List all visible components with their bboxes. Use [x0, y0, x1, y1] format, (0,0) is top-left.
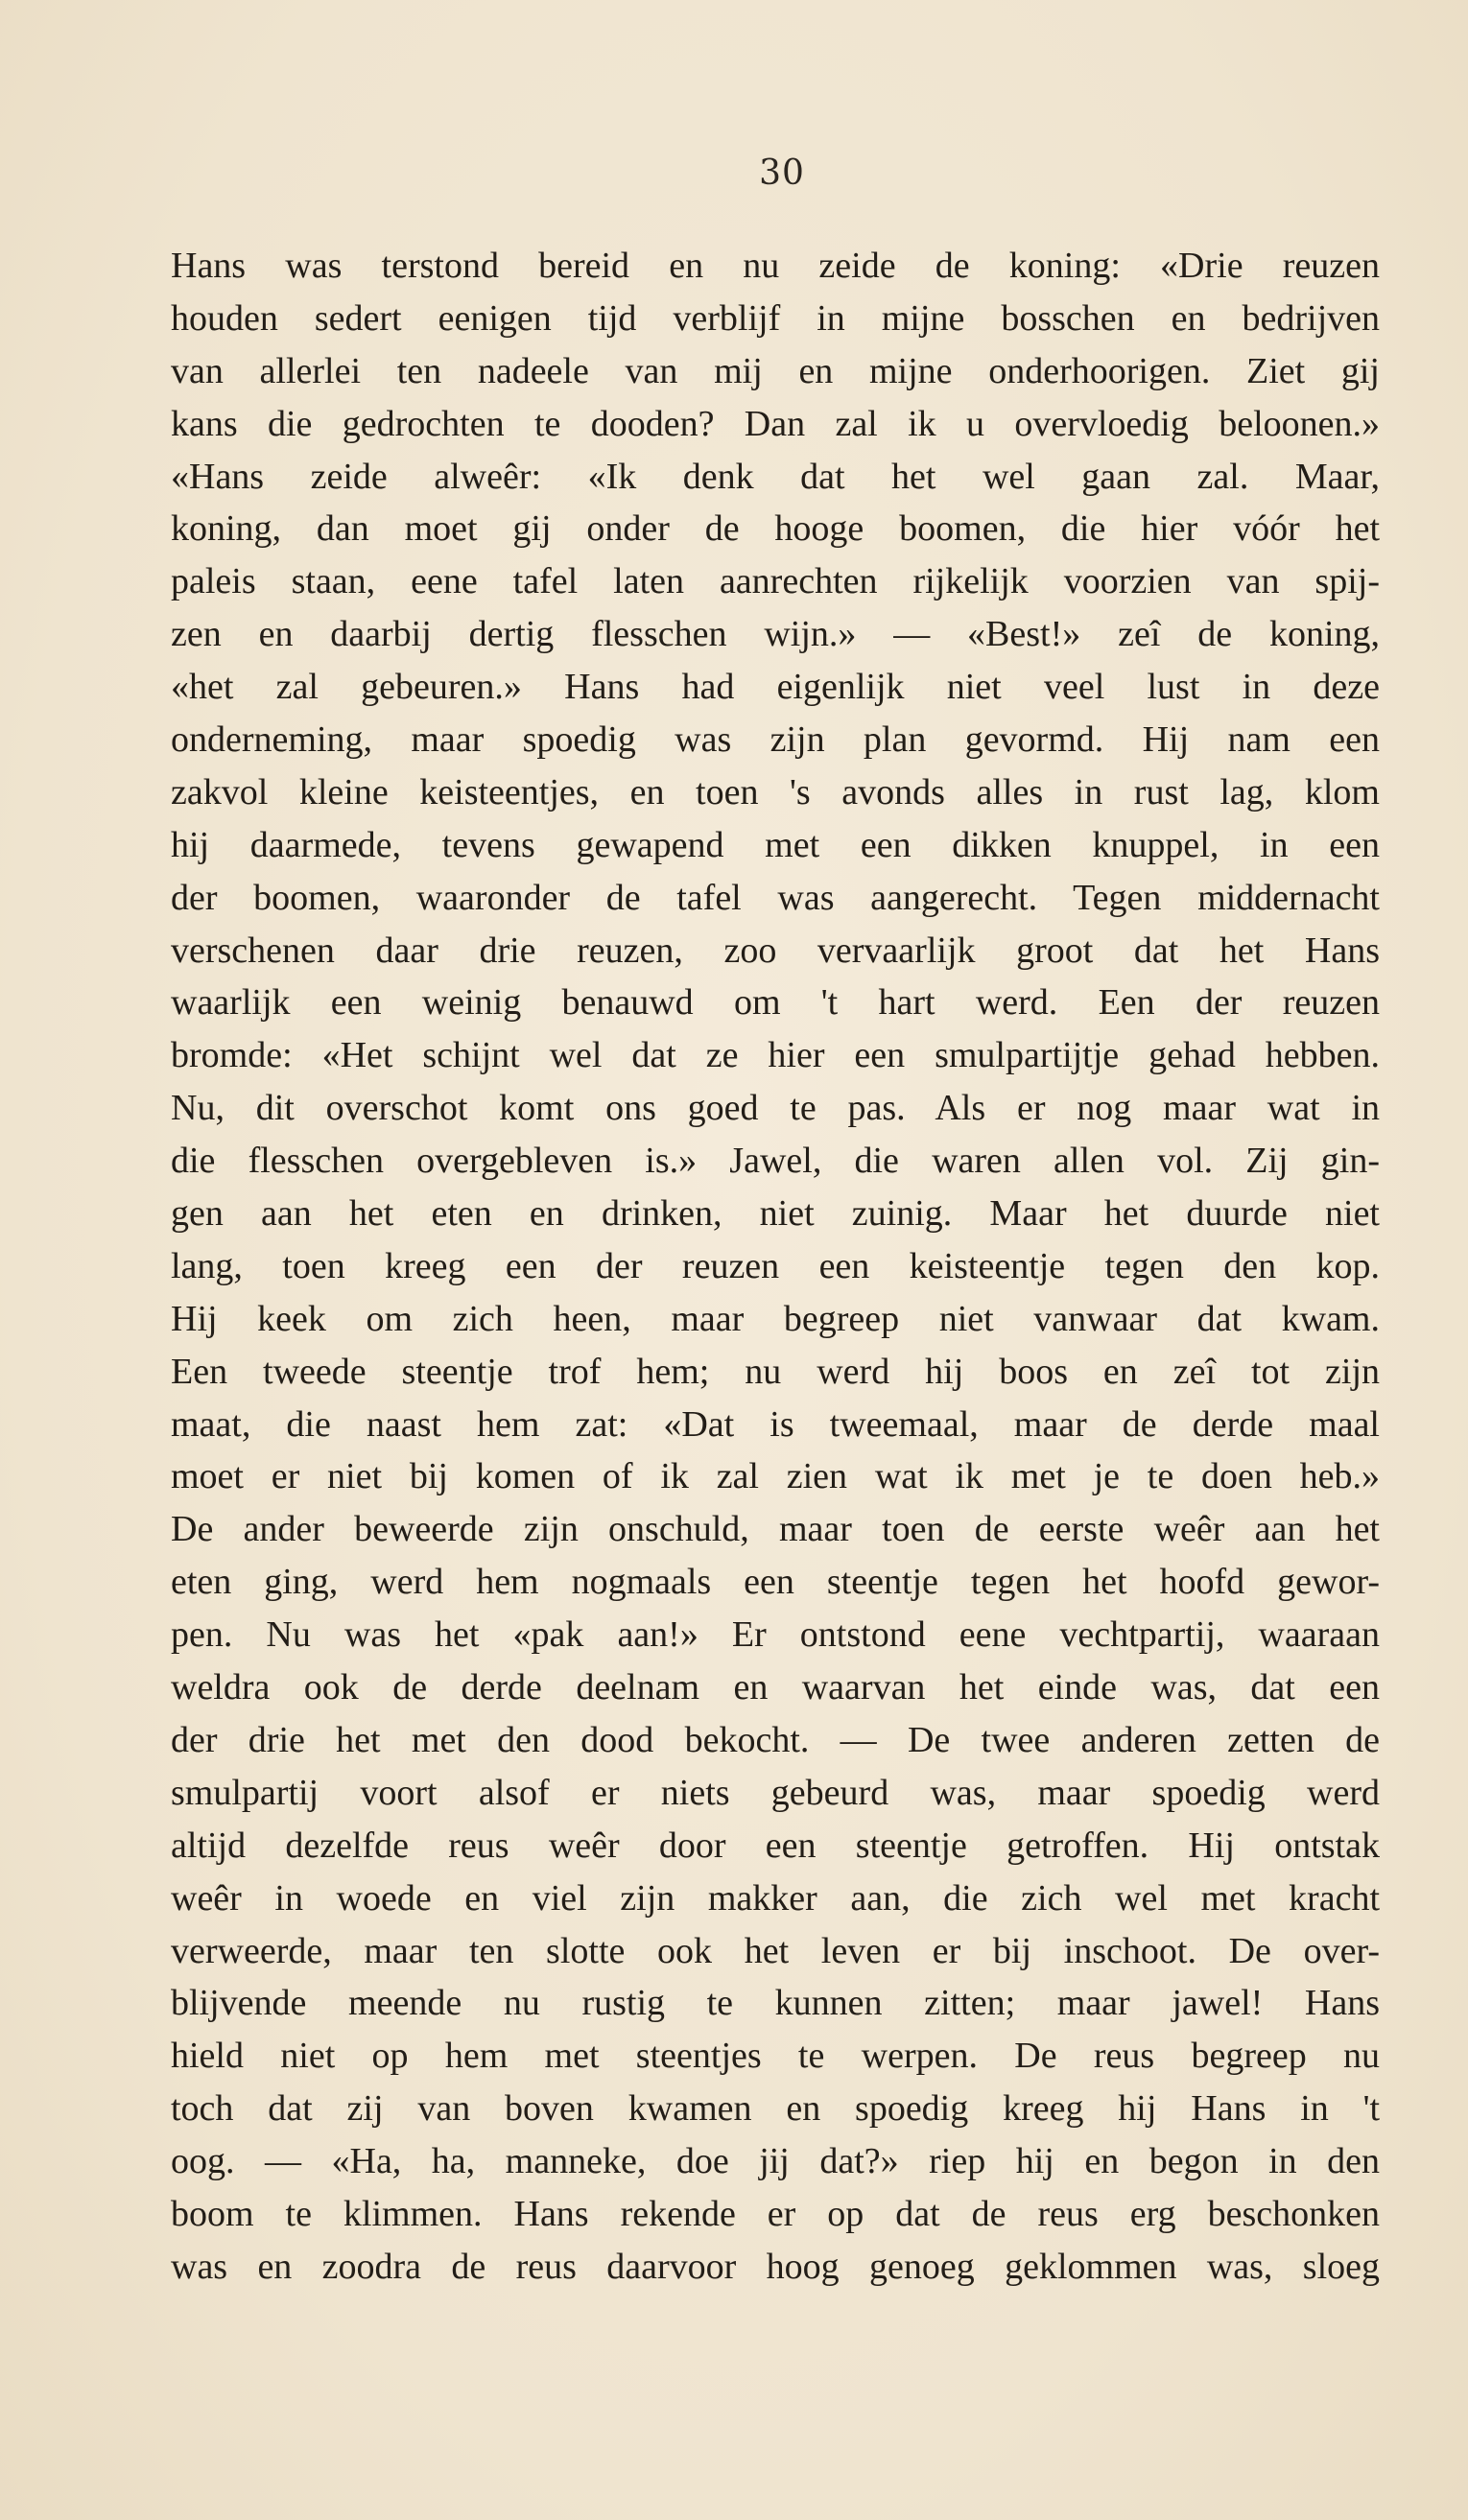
text-line: «het zal gebeuren.» Hans had eigenlijk niet veel lust in deze — [171, 667, 1380, 708]
body-text — [171, 240, 1380, 2294]
text-line: der drie het met den dood bekocht. — De twee anderen zetten de — [171, 1719, 1380, 1760]
text-line: weêr in woede en viel zijn makker aan, die zich wel met kracht — [171, 1877, 1380, 1919]
text-line: hij daarmede, tevens gewapend met een dikken knuppel, in een — [171, 824, 1380, 865]
text-line: gen aan het eten en drinken, niet zuinig. Maar het duurde niet — [171, 1193, 1380, 1235]
text-line: weldra ook de derde deelnam en waarvan het einde was, dat een — [171, 1667, 1380, 1708]
text-line: blijvende meende nu rustig te kunnen zitten; maar jawel! Hans — [171, 1983, 1380, 2024]
text-line: verschenen daar drie reuzen, zoo vervaarlijk groot dat het Hans — [171, 930, 1380, 971]
text-line: maat, die naast hem zat: «Dat is tweemaal, maar de derde maal — [171, 1403, 1380, 1445]
text-line: zakvol kleine keisteentjes, en toen 's avonds alles in rust lag, klom — [171, 771, 1380, 813]
text-line: lang, toen kreeg een der reuzen een keisteentje tegen den kop. — [171, 1245, 1380, 1286]
text-line: Nu, dit overschot komt ons goed te pas. Als er nog maar wat in — [171, 1088, 1380, 1129]
text-line: onderneming, maar spoedig was zijn plan gevormd. Hij nam een — [171, 719, 1380, 761]
text-line: waarlijk een weinig benauwd om 't hart werd. Een der reuzen — [171, 982, 1380, 1024]
text-line: hield niet op hem met steentjes te werpen. De reus begreep nu — [171, 2036, 1380, 2077]
text-line: paleis staan, eene tafel laten aanrechten rijkelijk voorzien van spij- — [171, 561, 1380, 602]
text-line: houden sedert eenigen tijd verblijf in mijne bosschen en bedrijven — [171, 297, 1380, 339]
text-line: verweerde, maar ten slotte ook het leven er bij inschoot. De over- — [171, 1930, 1380, 1971]
text-line: zen en daarbij dertig flesschen wijn.» — «Best!» zeî de koning, — [171, 614, 1380, 655]
text-line: moet er niet bij komen of ik zal zien wat ik met je te doen heb.» — [171, 1456, 1380, 1497]
text-line: van allerlei ten nadeele van mij en mijne onderhoorigen. Ziet gij — [171, 350, 1380, 391]
page-number: 30 — [759, 153, 805, 193]
text-line: der boomen, waaronder de tafel was aangerecht. Tegen middernacht — [171, 877, 1380, 918]
text-line: smulpartij voort alsof er niets gebeurd was, maar spoedig werd — [171, 1772, 1380, 1813]
text-line: De ander beweerde zijn onschuld, maar toen de eerste weêr aan het — [171, 1509, 1380, 1550]
text-line: toch dat zij van boven kwamen en spoedig kreeg hij Hans in 't — [171, 2088, 1380, 2130]
text-line: «Hans zeide alweêr: «Ik denk dat het wel gaan zal. Maar, — [171, 456, 1380, 497]
text-line: eten ging, werd hem nogmaals een steentje tegen het hoofd gewor- — [171, 1562, 1380, 1603]
text-line: kans die gedrochten te dooden? Dan zal ik u overvloedig beloonen.» — [171, 403, 1380, 444]
text-line: Hans was terstond bereid en nu zeide de koning: «Drie reuzen — [171, 246, 1380, 286]
text-line: Een tweede steentje trof hem; nu werd hij boos en zeî tot zijn — [171, 1351, 1380, 1392]
text-line: die flesschen overgebleven is.» Jawel, die waren allen vol. Zij gin- — [171, 1141, 1380, 1182]
text-line: boom te klimmen. Hans rekende er op dat de reus erg beschonken — [171, 2193, 1380, 2234]
text-line: bromde: «Het schijnt wel dat ze hier een smulpartijtje gehad hebben. — [171, 1035, 1380, 1076]
text-line: pen. Nu was het «pak aan!» Er ontstond eene vechtpartij, waaraan — [171, 1614, 1380, 1656]
text-line: oog. — «Ha, ha, manneke, doe jij dat?» riep hij en begon in den — [171, 2141, 1380, 2182]
text-line: was en zoodra de reus daarvoor hoog genoeg geklommen was, sloeg — [171, 2246, 1380, 2287]
text-line: koning, dan moet gij onder de hooge boomen, die hier vóór het — [171, 508, 1380, 550]
text-line: Hij keek om zich heen, maar begreep niet vanwaar dat kwam. — [171, 1298, 1380, 1339]
text-line: altijd dezelfde reus weêr door een steentje getroffen. Hij ontstak — [171, 1825, 1380, 1866]
